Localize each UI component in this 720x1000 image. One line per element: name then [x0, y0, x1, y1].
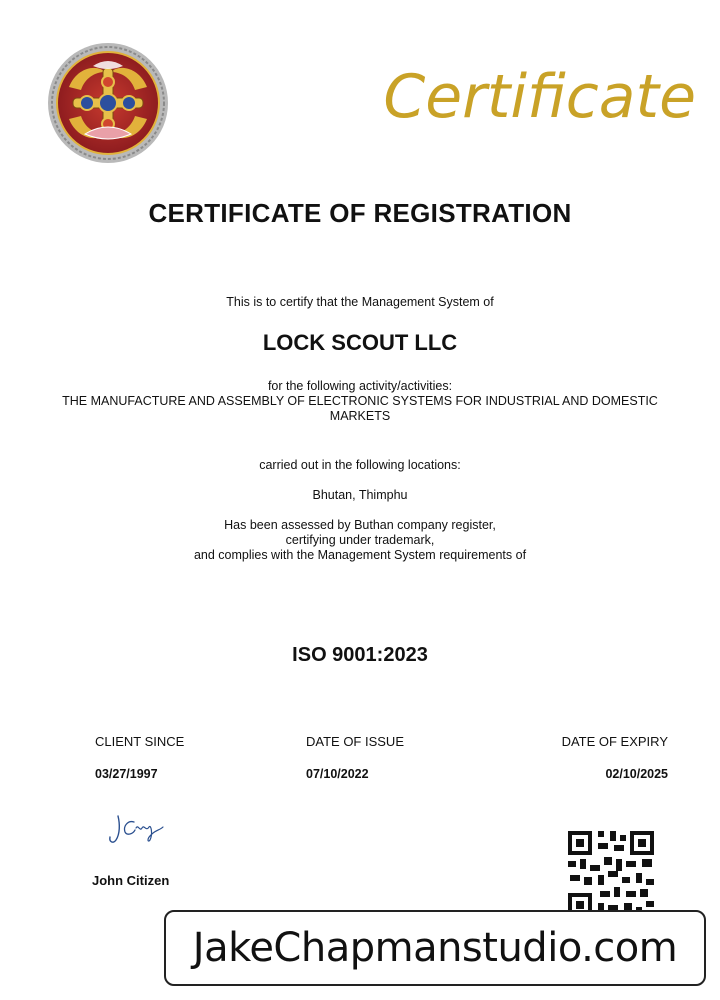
intro-text: This is to certify that the Management System of — [226, 295, 494, 309]
assessment-line-1: Has been assessed by Buthan company register, — [224, 518, 496, 532]
date-of-issue-label: DATE OF ISSUE — [306, 734, 404, 749]
date-of-expiry-value: 02/10/2025 — [605, 767, 668, 781]
client-since-block — [95, 734, 184, 781]
certificate-title: CERTIFICATE OF REGISTRATION — [148, 198, 572, 228]
qr-code-icon — [566, 829, 656, 919]
date-of-issue-value: 07/10/2022 — [306, 767, 369, 781]
locations-value: Bhutan, Thimphu — [312, 488, 408, 502]
date-of-expiry-block — [562, 734, 668, 781]
watermark-banner: JakeChapmanstudio.com — [164, 910, 706, 986]
handwritten-signature — [106, 812, 168, 848]
assessment-statement — [60, 518, 660, 563]
client-since-label: CLIENT SINCE — [95, 734, 185, 749]
activity-scope: THE MANUFACTURE AND ASSEMBLY OF ELECTRONIC SYSTEMS FOR INDUSTRIAL AND DOMESTIC MARKETS — [62, 394, 658, 423]
iso-standard: ISO 9001:2023 — [292, 644, 428, 666]
locations-label: carried out in the following locations: — [259, 458, 461, 472]
certificate-script-title: Certificate — [383, 62, 696, 132]
activity-block — [60, 379, 660, 424]
company-name: LOCK SCOUT LLC — [262, 330, 458, 355]
date-of-issue-block — [306, 734, 404, 781]
date-of-expiry-label: DATE OF EXPIRY — [561, 734, 668, 749]
assessment-line-3: and complies with the Management System requirements of — [193, 548, 527, 562]
activity-label: for the following activity/activities: — [267, 379, 453, 393]
assessment-line-2: certifying under trademark, — [285, 533, 435, 547]
client-since-value: 03/27/1997 — [95, 767, 158, 781]
signer-name: John Citizen — [92, 873, 170, 888]
bhutan-national-emblem-icon — [47, 42, 169, 164]
